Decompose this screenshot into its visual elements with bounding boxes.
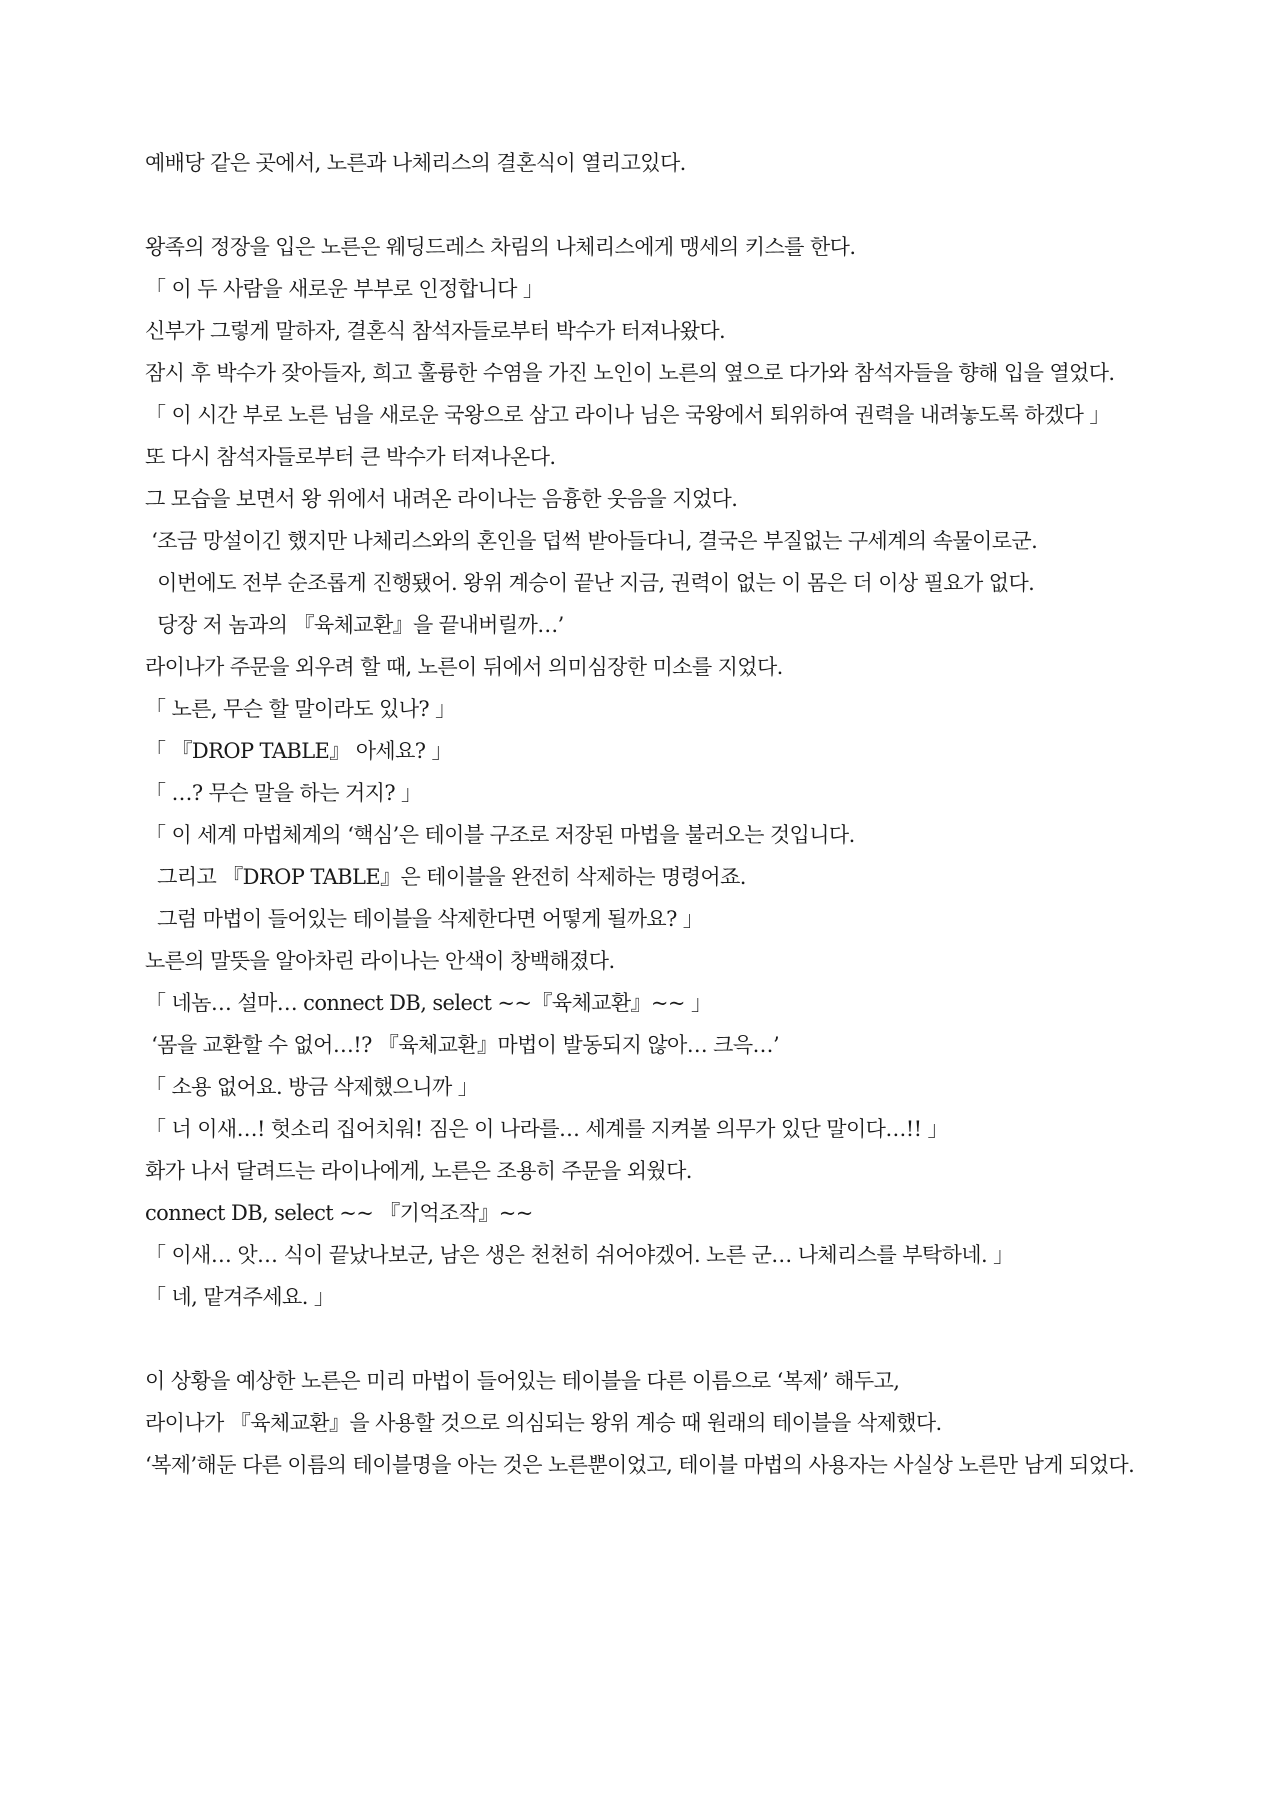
text-line: 왕족의 정장을 입은 노른은 웨딩드레스 차림의 나체리스에게 맹세의 키스를 한다. bbox=[145, 235, 856, 259]
dialogue-line: 「 『DROP TABLE』 아세요? 」 bbox=[145, 739, 452, 763]
dialogue-line: 「 이 시간 부로 노른 님을 새로운 국왕으로 삼고 라이나 님은 국왕에서 퇴위하여 권력을 내려놓도록 하겠다 」 bbox=[145, 403, 1110, 427]
dialogue-line: 「 노른, 무슨 할 말이라도 있나? 」 bbox=[145, 697, 456, 721]
dialogue-line: 「 이 두 사람을 새로운 부부로 인정합니다 」 bbox=[145, 277, 544, 301]
text-line: 화가 나서 달려드는 라이나에게, 노른은 조용히 주문을 외웠다. bbox=[145, 1159, 692, 1183]
text-line: 라이나가 주문을 외우려 할 때, 노른이 뒤에서 의미심장한 미소를 지었다. bbox=[145, 655, 783, 679]
thought-line: 당장 저 놈과의 『육체교환』을 끝내버릴까…’ bbox=[145, 613, 564, 637]
dialogue-line: 「 …? 무슨 말을 하는 거지? 」 bbox=[145, 781, 422, 805]
document-body bbox=[145, 142, 1245, 1486]
text-line: 이 상황을 예상한 노른은 미리 마법이 들어있는 테이블을 다른 이름으로 ‘복제’ 해두고, bbox=[145, 1369, 900, 1393]
text-line: 라이나가 『육체교환』을 사용할 것으로 의심되는 왕위 계승 때 원래의 테이블을 삭제했다. bbox=[145, 1411, 942, 1435]
paragraph-gap bbox=[145, 1318, 1245, 1360]
paragraph-gap bbox=[145, 184, 1245, 226]
text-line: connect DB, select ~~ 『기억조작』~~ bbox=[145, 1201, 533, 1225]
dialogue-line: 그럼 마법이 들어있는 테이블을 삭제한다면 어떻게 될까요? 」 bbox=[145, 907, 704, 931]
text-line: 노른의 말뜻을 알아차린 라이나는 안색이 창백해졌다. bbox=[145, 949, 615, 973]
thought-line: ‘조금 망설이긴 했지만 나체리스와의 혼인을 덥썩 받아들다니, 결국은 부질없는 구세계의 속물이로군. bbox=[145, 529, 1038, 553]
text-line: 또 다시 참석자들로부터 큰 박수가 터져나온다. bbox=[145, 445, 556, 469]
dialogue-line: 「 소용 없어요. 방금 삭제했으니까 」 bbox=[145, 1075, 479, 1099]
dialogue-line: 「 이새… 앗… 식이 끝났나보군, 남은 생은 천천히 쉬어야겠어. 노른 군… 나체리스를 부탁하네. 」 bbox=[145, 1243, 1014, 1267]
dialogue-line: 「 너 이새…! 헛소리 집어치워! 짐은 이 나라를… 세계를 지켜볼 의무가 있단 말이다…!! 」 bbox=[145, 1117, 948, 1141]
dialogue-line: 그리고 『DROP TABLE』은 테이블을 완전히 삭제하는 명령어죠. bbox=[145, 865, 746, 889]
text-line: ‘복제’해둔 다른 이름의 테이블명을 아는 것은 노른뿐이었고, 테이블 마법의 사용자는 사실상 노른만 남게 되었다. bbox=[145, 1453, 1135, 1477]
thought-line: ‘몸을 교환할 수 없어…!? 『육체교환』마법이 발동되지 않아… 크윽…’ bbox=[145, 1033, 780, 1057]
dialogue-line: 「 네, 맡겨주세요. 」 bbox=[145, 1285, 335, 1309]
text-line: 예배당 같은 곳에서, 노른과 나체리스의 결혼식이 열리고있다. bbox=[145, 151, 686, 175]
dialogue-line: 「 네놈… 설마… connect DB, select ~~『육체교환』~~ 」 bbox=[145, 991, 712, 1015]
text-line: 잠시 후 박수가 잦아들자, 희고 훌륭한 수염을 가진 노인이 노른의 옆으로 다가와 참석자들을 향해 입을 열었다. bbox=[145, 361, 1115, 385]
thought-line: 이번에도 전부 순조롭게 진행됐어. 왕위 계승이 끝난 지금, 권력이 없는 이 몸은 더 이상 필요가 없다. bbox=[145, 571, 1035, 595]
text-line: 신부가 그렇게 말하자, 결혼식 참석자들로부터 박수가 터져나왔다. bbox=[145, 319, 726, 343]
text-line: 그 모습을 보면서 왕 위에서 내려온 라이나는 음흉한 웃음을 지었다. bbox=[145, 487, 738, 511]
dialogue-line: 「 이 세계 마법체계의 ‘핵심’은 테이블 구조로 저장된 마법을 불러오는 것입니다. bbox=[145, 823, 855, 847]
